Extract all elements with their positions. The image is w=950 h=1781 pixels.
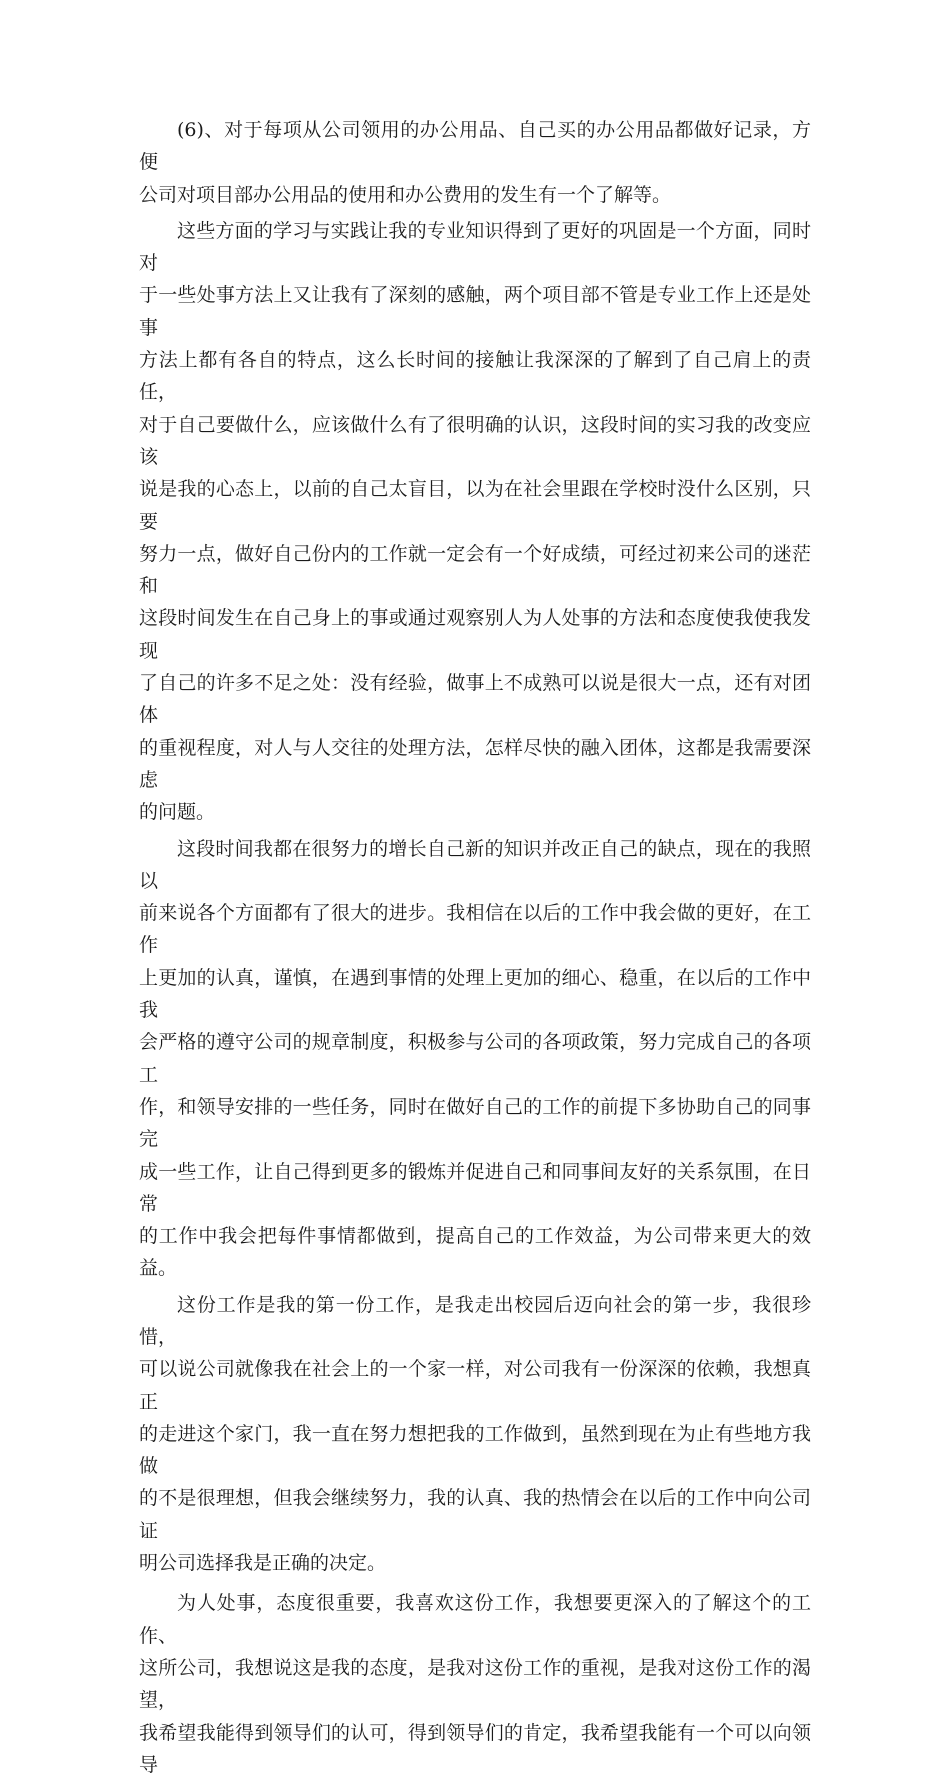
document-body: [139, 114, 811, 1781]
paragraph-2: 这些方面的学习与实践让我的专业知识得到了更好的巩固是一个方面，同时对 于一些处事方法上又让我有了深刻的感触，两个项目部不管是专业工作上还是处事 方法上都有各自的特点，这么长时间的接触让我深深的了解到了自己肩上的责任， 对于自己要做什么，应该做什么有了很明确的认识，这段时间的实习我的改变应该 说是我的心态上，以前的自己太盲目，以为在社会里跟在学校时没什么区别，只要 努力一点，做好自己份内的工作就一定会有一个好成绩，可经过初来公司的迷茫和 这段时间发生在自己身上的事或通过观察别人为人处事的方法和态度使我使我发现 了自己的许多不足之处：没有经验，做事上不成熟可以说是很大一点，还有对团体 的重视程度，对人与人交往的处理方法，怎样尽快的融入团体，这都是我需要深虑 的问题。: [139, 219, 811, 824]
paragraph-4: 这份工作是我的第一份工作，是我走出校园后迈向社会的第一步，我很珍惜， 可以说公司就像我在社会上的一个家一样，对公司我有一份深深的依赖，我想真正 的走进这个家门，我一直在努力想把我的工作做到，虽然到现在为止有些地方我做 的不是很理想，但我会继续努力，我的认真、我的热情会在以后的工作中向公司证 明公司选择我是正确的决定。: [139, 1293, 811, 1575]
paragraph-1: (6)、对于每项从公司领用的办公用品、自己买的办公用品都做好记录，方便 公司对项目部办公用品的使用和办公费用的发生有一个了解等。: [139, 119, 811, 206]
paragraph-5: 为人处事，态度很重要，我喜欢这份工作，我想要更深入的了解这个的工作、 这所公司，我想说这是我的态度，是我对这份工作的重视，是我对这份工作的渴望， 我希望我能得到领导们的认可，得到领导们的肯定，我希望我能有一个可以向领导: [139, 1592, 811, 1776]
paragraph-3: 这段时间我都在很努力的增长自己新的知识并改正自己的缺点，现在的我照以 前来说各个方面都有了很大的进步。我相信在以后的工作中我会做的更好，在工作 上更加的认真，谨慎，在遇到事情的处理上更加的细心、稳重，在以后的工作中我 会严格的遵守公司的规章制度，积极参与公司的各项政策，努力完成自己的各项工 作，和领导安排的一些任务，同时在做好自己的工作的前提下多协助自己的同事完 成一些工作，让自己得到更多的锻炼并促进自己和同事间友好的关系氛围，在日常 的工作中我会把每件事情都做到，提高自己的工作效益，为公司带来更大的效益。: [139, 837, 811, 1280]
